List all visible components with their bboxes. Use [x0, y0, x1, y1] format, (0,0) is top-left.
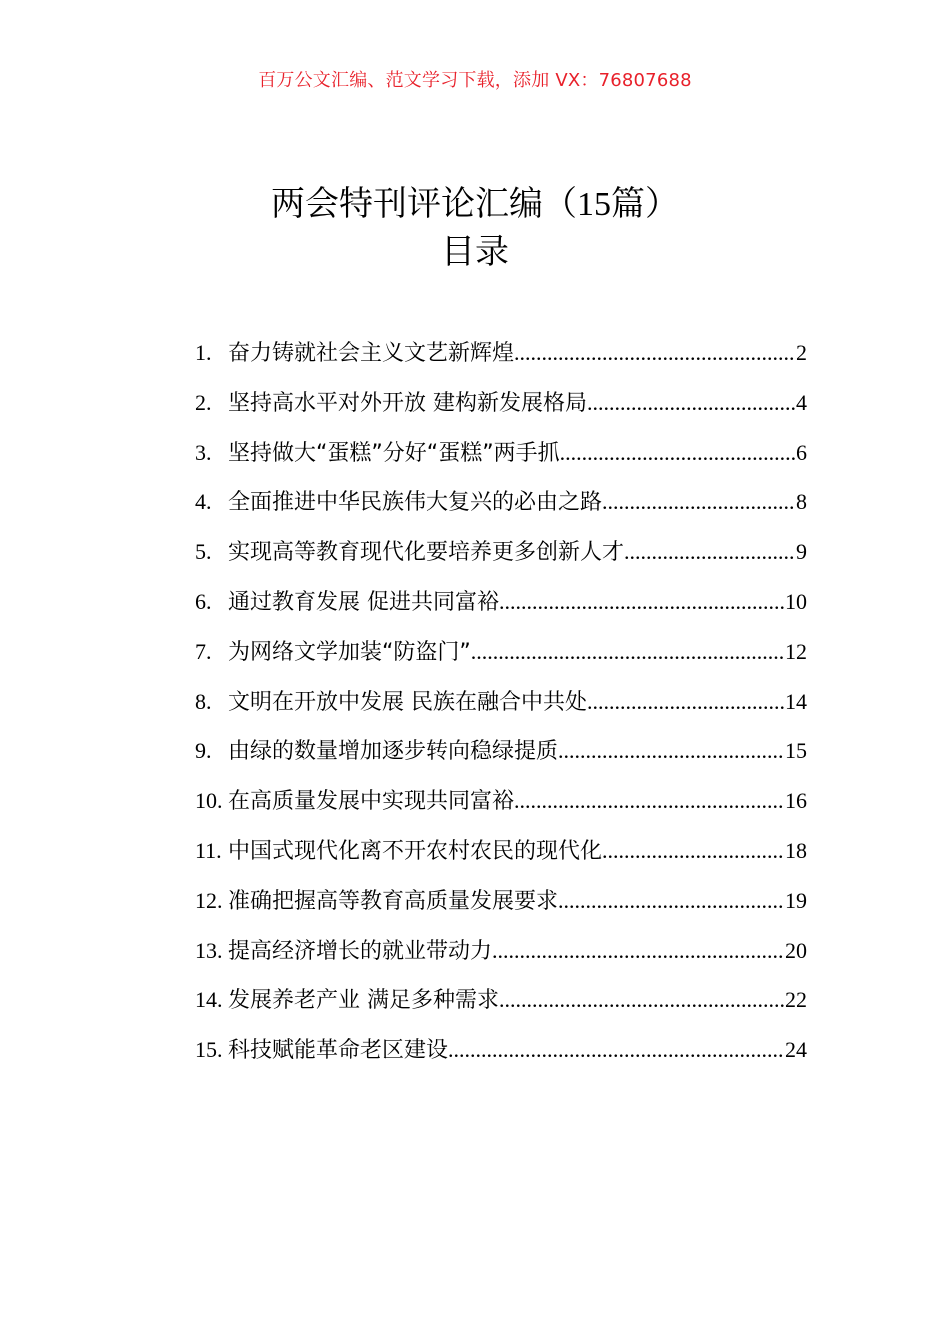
toc-page-number: 20 [785, 937, 807, 963]
toc-title: 通过教育发展 促进共同富裕 [228, 589, 499, 615]
toc-index: 4. [195, 489, 212, 515]
toc-page-number: 16 [785, 788, 807, 814]
dot-leader [499, 583, 785, 621]
dot-leader [514, 782, 785, 820]
title-suffix: 篇） [611, 184, 679, 224]
toc-entry[interactable] [195, 633, 807, 683]
toc-entry[interactable] [195, 732, 807, 782]
dot-leader [587, 384, 796, 422]
toc-index: 9. [195, 738, 212, 764]
toc-title: 科技赋能革命老区建设 [228, 1038, 449, 1064]
dot-leader [602, 832, 785, 870]
toc-entry[interactable] [195, 882, 807, 932]
toc-index: 2. [195, 389, 212, 415]
dot-leader [448, 1031, 785, 1069]
toc-entry[interactable] [195, 832, 807, 882]
toc-index: 15. [195, 1037, 223, 1063]
toc-page-number: 15 [785, 738, 807, 764]
toc-index: 12. [195, 887, 223, 913]
dot-leader [558, 732, 785, 770]
watermark-header: 百万公文汇编、范文学习下载，添加 VX：76807688 [258, 70, 692, 91]
toc-entry[interactable] [195, 483, 807, 533]
dot-leader [560, 434, 796, 472]
toc-page-number: 24 [785, 1037, 807, 1063]
toc-heading: 目录 [441, 232, 509, 272]
title-number: 15 [577, 186, 611, 223]
toc-title: 坚持高水平对外开放 建构新发展格局 [228, 390, 587, 416]
toc-entry[interactable] [195, 782, 807, 832]
toc-page-number: 4 [796, 389, 807, 415]
toc-index: 11. [195, 837, 222, 863]
toc-title: 在高质量发展中实现共同富裕 [228, 789, 515, 815]
dot-leader [624, 533, 796, 571]
toc-index: 6. [195, 588, 212, 614]
toc-title: 全面推进中华民族伟大复兴的必由之路 [228, 490, 603, 516]
toc-entry[interactable] [195, 981, 807, 1031]
toc-index: 7. [195, 638, 212, 664]
toc-index: 13. [195, 937, 223, 963]
toc-page-number: 22 [785, 987, 807, 1013]
toc-page-number: 10 [785, 588, 807, 614]
toc-page-number: 6 [796, 439, 807, 465]
dot-leader [587, 683, 785, 721]
toc-entry[interactable] [195, 384, 807, 434]
title-prefix: 两会特刊评论汇编（ [271, 184, 577, 224]
toc-title: 坚持做大“蛋糕”分好“蛋糕”两手抓 [228, 440, 560, 466]
toc-title: 由绿的数量增加逐步转向稳绿提质 [228, 739, 559, 765]
toc-title: 发展养老产业 满足多种需求 [228, 988, 499, 1014]
toc-page-number: 18 [785, 837, 807, 863]
toc-page-number: 8 [796, 489, 807, 515]
toc-title: 准确把握高等教育高质量发展要求 [228, 888, 559, 914]
toc-page-number: 12 [785, 638, 807, 664]
toc-title: 中国式现代化离不开农村农民的现代化 [228, 838, 603, 864]
toc-index: 5. [195, 539, 212, 565]
toc-page-number: 9 [796, 539, 807, 565]
toc-entry[interactable] [195, 932, 807, 982]
toc-title: 为网络文学加装“防盗门” [228, 639, 471, 665]
toc-entry[interactable] [195, 434, 807, 484]
toc-entry[interactable] [195, 583, 807, 633]
toc-index: 8. [195, 688, 212, 714]
toc-entry[interactable] [195, 533, 807, 583]
toc-title: 实现高等教育现代化要培养更多创新人才 [228, 540, 625, 566]
toc-page-number: 19 [785, 887, 807, 913]
toc-title: 提高经济增长的就业带动力 [228, 938, 493, 964]
toc-page-number: 2 [796, 340, 807, 365]
toc-index: 10. [195, 788, 223, 814]
dot-leader [492, 932, 785, 970]
document-title [0, 182, 950, 227]
toc-index: 3. [195, 439, 212, 465]
toc-index: 1. [195, 340, 212, 365]
toc-entry[interactable] [195, 334, 807, 384]
dot-leader [558, 882, 785, 920]
toc-entry[interactable] [195, 683, 807, 733]
dot-leader [514, 334, 796, 372]
toc-entry[interactable] [195, 1031, 807, 1081]
toc-page-number: 14 [785, 688, 807, 714]
table-of-contents [195, 334, 807, 1081]
dot-leader [499, 981, 785, 1019]
toc-title: 奋力铸就社会主义文艺新辉煌 [228, 341, 515, 366]
toc-title: 文明在开放中发展 民族在融合中共处 [228, 689, 587, 715]
dot-leader [471, 633, 785, 671]
dot-leader [602, 483, 796, 521]
toc-index: 14. [195, 987, 223, 1013]
